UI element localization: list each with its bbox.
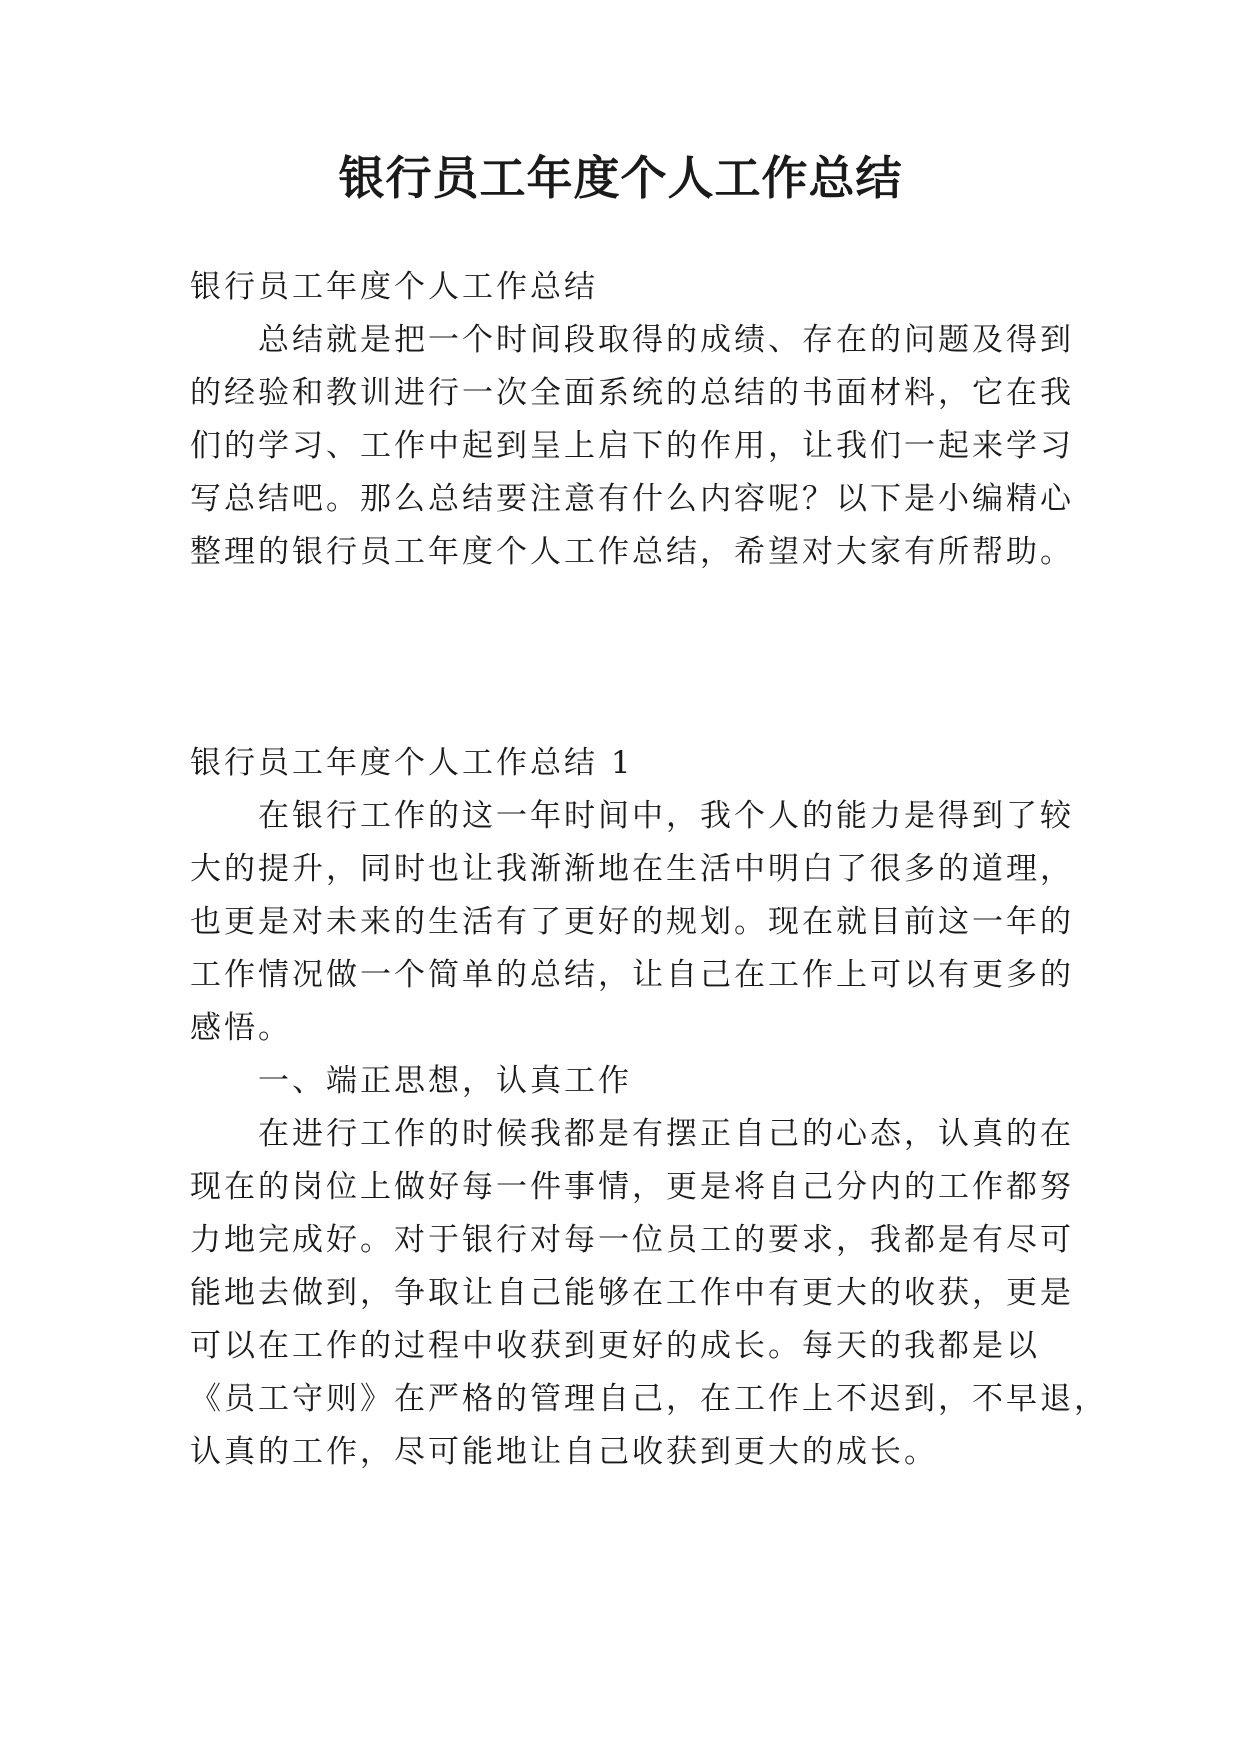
- intro-line: 写总结吧。那么总结要注意有什么内容呢？以下是小编精心: [190, 481, 1074, 517]
- intro-line: 整理的银行员工年度个人工作总结，希望对大家有所帮助。: [190, 534, 1074, 570]
- intro-line: 们的学习、工作中起到呈上启下的作用，让我们一起来学习: [190, 428, 1074, 464]
- intro-line: 总结就是把一个时间段取得的成绩、存在的问题及得到: [258, 322, 1074, 358]
- paragraph-line: 《员工守则》在严格的管理自己，在工作上不迟到，不早退，: [190, 1381, 1108, 1417]
- intro-line: 的经验和教训进行一次全面系统的总结的书面材料，它在我: [190, 375, 1074, 411]
- intro-heading: 银行员工年度个人工作总结: [190, 269, 598, 305]
- paragraph-line: 在进行工作的时候我都是有摆正自己的心态，认真的在: [258, 1116, 1074, 1152]
- paragraph-line: 感悟。: [190, 1010, 292, 1046]
- section-heading: 银行员工年度个人工作总结 1: [190, 745, 634, 781]
- paragraph-line: 认真的工作，尽可能地让自己收获到更大的成长。: [190, 1434, 938, 1470]
- paragraph-line: 现在的岗位上做好每一件事情，更是将自己分内的工作都努: [190, 1169, 1074, 1205]
- paragraph-line: 也更是对未来的生活有了更好的规划。现在就目前这一年的: [190, 904, 1074, 940]
- paragraph-line: 大的提升，同时也让我渐渐地在生活中明白了很多的道理，: [190, 851, 1074, 887]
- paragraph-line: 力地完成好。对于银行对每一位员工的要求，我都是有尽可: [190, 1222, 1074, 1258]
- paragraph-line: 能地去做到，争取让自己能够在工作中有更大的收获，更是: [190, 1275, 1074, 1311]
- subheading: 一、端正思想，认真工作: [258, 1063, 632, 1099]
- document-title: 银行员工年度个人工作总结: [338, 151, 903, 205]
- paragraph-line: 工作情况做一个简单的总结，让自己在工作上可以有更多的: [190, 957, 1074, 993]
- paragraph-line: 在银行工作的这一年时间中，我个人的能力是得到了较: [258, 798, 1074, 834]
- paragraph-line: 可以在工作的过程中收获到更好的成长。每天的我都是以: [190, 1328, 1040, 1364]
